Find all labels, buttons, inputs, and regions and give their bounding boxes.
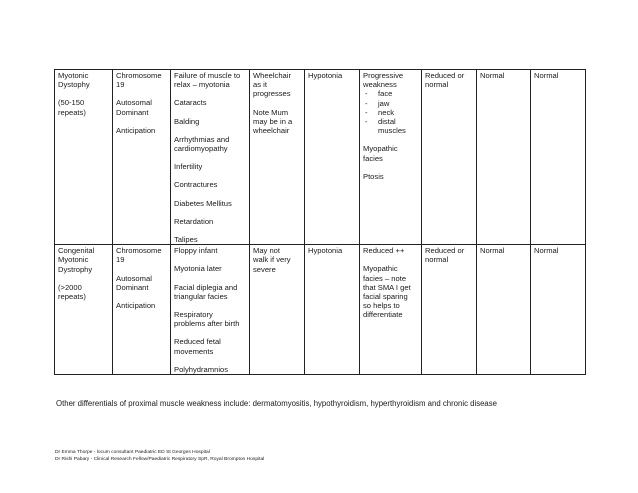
- genetics-line: Autosomal: [116, 273, 152, 283]
- mobility-line: may be in a: [253, 116, 293, 126]
- weakness-line: facies – note: [363, 273, 407, 283]
- genetics-line: 19: [116, 255, 125, 265]
- credits: [55, 449, 264, 463]
- weakness-list: [363, 89, 418, 135]
- feature-item: Myotonia later: [174, 264, 222, 274]
- reflexes-cell: [422, 70, 477, 245]
- mobility-cell: [250, 70, 305, 245]
- feature-item: Balding: [174, 116, 200, 126]
- genetics-line: Dominant: [116, 107, 149, 117]
- feature-item: Polyhydramnios: [174, 364, 229, 374]
- reflexes-line: normal: [425, 80, 449, 90]
- weakness-list-item: - jaw: [363, 99, 418, 108]
- feature-item: Retardation: [174, 216, 214, 226]
- condition-line: Myotonic: [58, 255, 89, 265]
- feature-item: Diabetes Mellitus: [174, 198, 232, 208]
- genetics-line: 19: [116, 80, 125, 90]
- col9-text: Normal: [534, 246, 559, 256]
- reflexes-cell: [422, 245, 477, 375]
- col9-cell: [531, 70, 586, 245]
- genetics-line: Anticipation: [116, 125, 156, 135]
- spacer: [363, 135, 418, 144]
- genetics-line: Chromosome: [116, 71, 162, 80]
- weakness-list-item: - face: [363, 89, 418, 98]
- reflexes-line: Reduced or: [425, 246, 465, 256]
- condition-cell: [55, 70, 113, 245]
- feature-item: Respiratory problems after birth: [174, 310, 240, 329]
- credit-line: Dr Emma Thorpe - locum consultant Paediatric ED St Georges Hospital: [55, 450, 210, 455]
- condition-line: Myotonic: [58, 71, 89, 80]
- condition-line: Dystrophy: [58, 264, 93, 274]
- feature-item: Reduced fetal movements: [174, 337, 221, 356]
- col8-text: Normal: [480, 71, 505, 80]
- condition-line: repeats): [58, 107, 86, 117]
- feature-item: Infertility: [174, 162, 203, 172]
- feature-item: Arrhythmias and cardiomyopathy: [174, 134, 230, 154]
- feature-item: Talipes: [174, 235, 198, 245]
- mobility-line: severe: [253, 264, 276, 274]
- weakness-line: weakness: [363, 80, 397, 90]
- mobility-line: wheelchair: [253, 126, 290, 136]
- tone-text: Hypotonia: [308, 246, 343, 256]
- condition-line: (>2000: [58, 282, 82, 292]
- genetics-line: Chromosome: [116, 246, 162, 256]
- spacer: [58, 89, 109, 98]
- spacer: [58, 274, 109, 283]
- feature-item: Failure of muscle to relax – myotonia: [174, 71, 241, 90]
- col8-text: Normal: [480, 246, 505, 256]
- spacer: [116, 265, 167, 274]
- weakness-line: so helps to: [363, 301, 400, 311]
- differentials-table: [54, 69, 586, 375]
- mobility-cell: [250, 245, 305, 375]
- reflexes-line: normal: [425, 255, 449, 265]
- spacer: [116, 89, 167, 98]
- weakness-line: Reduced ++: [363, 246, 405, 256]
- col8-cell: [477, 245, 531, 375]
- weakness-line: differentiate: [363, 310, 403, 320]
- condition-line: Dystophy: [58, 80, 90, 90]
- weakness-cell: [360, 70, 422, 245]
- genetics-line: Anticipation: [116, 301, 156, 311]
- condition-line: repeats): [58, 292, 86, 302]
- credit-line: Dr Rishi Pabary - Clinical Research Fellow/Paediatric Respiratory SpR, Royal Brompton Hospital: [55, 457, 265, 462]
- feature-item: Floppy infant: [174, 246, 218, 256]
- spacer: [363, 163, 418, 172]
- weakness-line: Myopathic: [363, 144, 398, 154]
- weakness-cell: [360, 245, 422, 375]
- features-cell: [171, 70, 250, 245]
- genetics-line: Autosomal: [116, 98, 152, 108]
- col8-cell: [477, 70, 531, 245]
- condition-line: Congenital: [58, 246, 95, 256]
- mobility-line: Wheelchair: [253, 71, 291, 80]
- tone-text: Hypotonia: [308, 71, 343, 80]
- features-cell: [171, 245, 250, 375]
- mobility-line: as it: [253, 80, 267, 90]
- weakness-line: facies: [363, 153, 383, 163]
- mobility-line: progresses: [253, 89, 291, 99]
- footer-note: Other differentials of proximal muscle weakness include: dermatomyositis, hypothyroidism, hyperthyroidism and chronic disease: [56, 399, 498, 408]
- feature-item: Contractures: [174, 180, 218, 190]
- table-body: [55, 70, 586, 375]
- condition-cell: [55, 245, 113, 375]
- mobility-line: May not: [253, 246, 281, 256]
- genetics-cell: [113, 70, 171, 245]
- table-row: [55, 70, 586, 245]
- tone-cell: [305, 70, 360, 245]
- weakness-list-item: - neck: [363, 108, 418, 117]
- condition-line: (50-150: [58, 98, 85, 108]
- table-row: [55, 245, 586, 375]
- weakness-line: Progressive: [363, 71, 404, 80]
- spacer: [253, 99, 301, 108]
- feature-item: Facial diplegia and triangular facies: [174, 282, 238, 301]
- tone-cell: [305, 245, 360, 375]
- mobility-line: Note Mum: [253, 107, 289, 117]
- genetics-line: Dominant: [116, 282, 149, 292]
- spacer: [363, 255, 418, 264]
- genetics-cell: [113, 245, 171, 375]
- weakness-line: that SMA I get: [363, 282, 411, 292]
- spacer: [116, 117, 167, 126]
- weakness-list-item: - distal muscles: [363, 117, 418, 135]
- mobility-line: walk if very: [253, 255, 291, 265]
- col9-cell: [531, 245, 586, 375]
- feature-item: Cataracts: [174, 98, 207, 108]
- spacer: [116, 292, 167, 301]
- weakness-line: Myopathic: [363, 264, 398, 274]
- col9-text: Normal: [534, 71, 559, 80]
- weakness-line: facial sparing: [363, 292, 408, 302]
- weakness-line: Ptosis: [363, 171, 384, 181]
- reflexes-line: Reduced or: [425, 71, 465, 80]
